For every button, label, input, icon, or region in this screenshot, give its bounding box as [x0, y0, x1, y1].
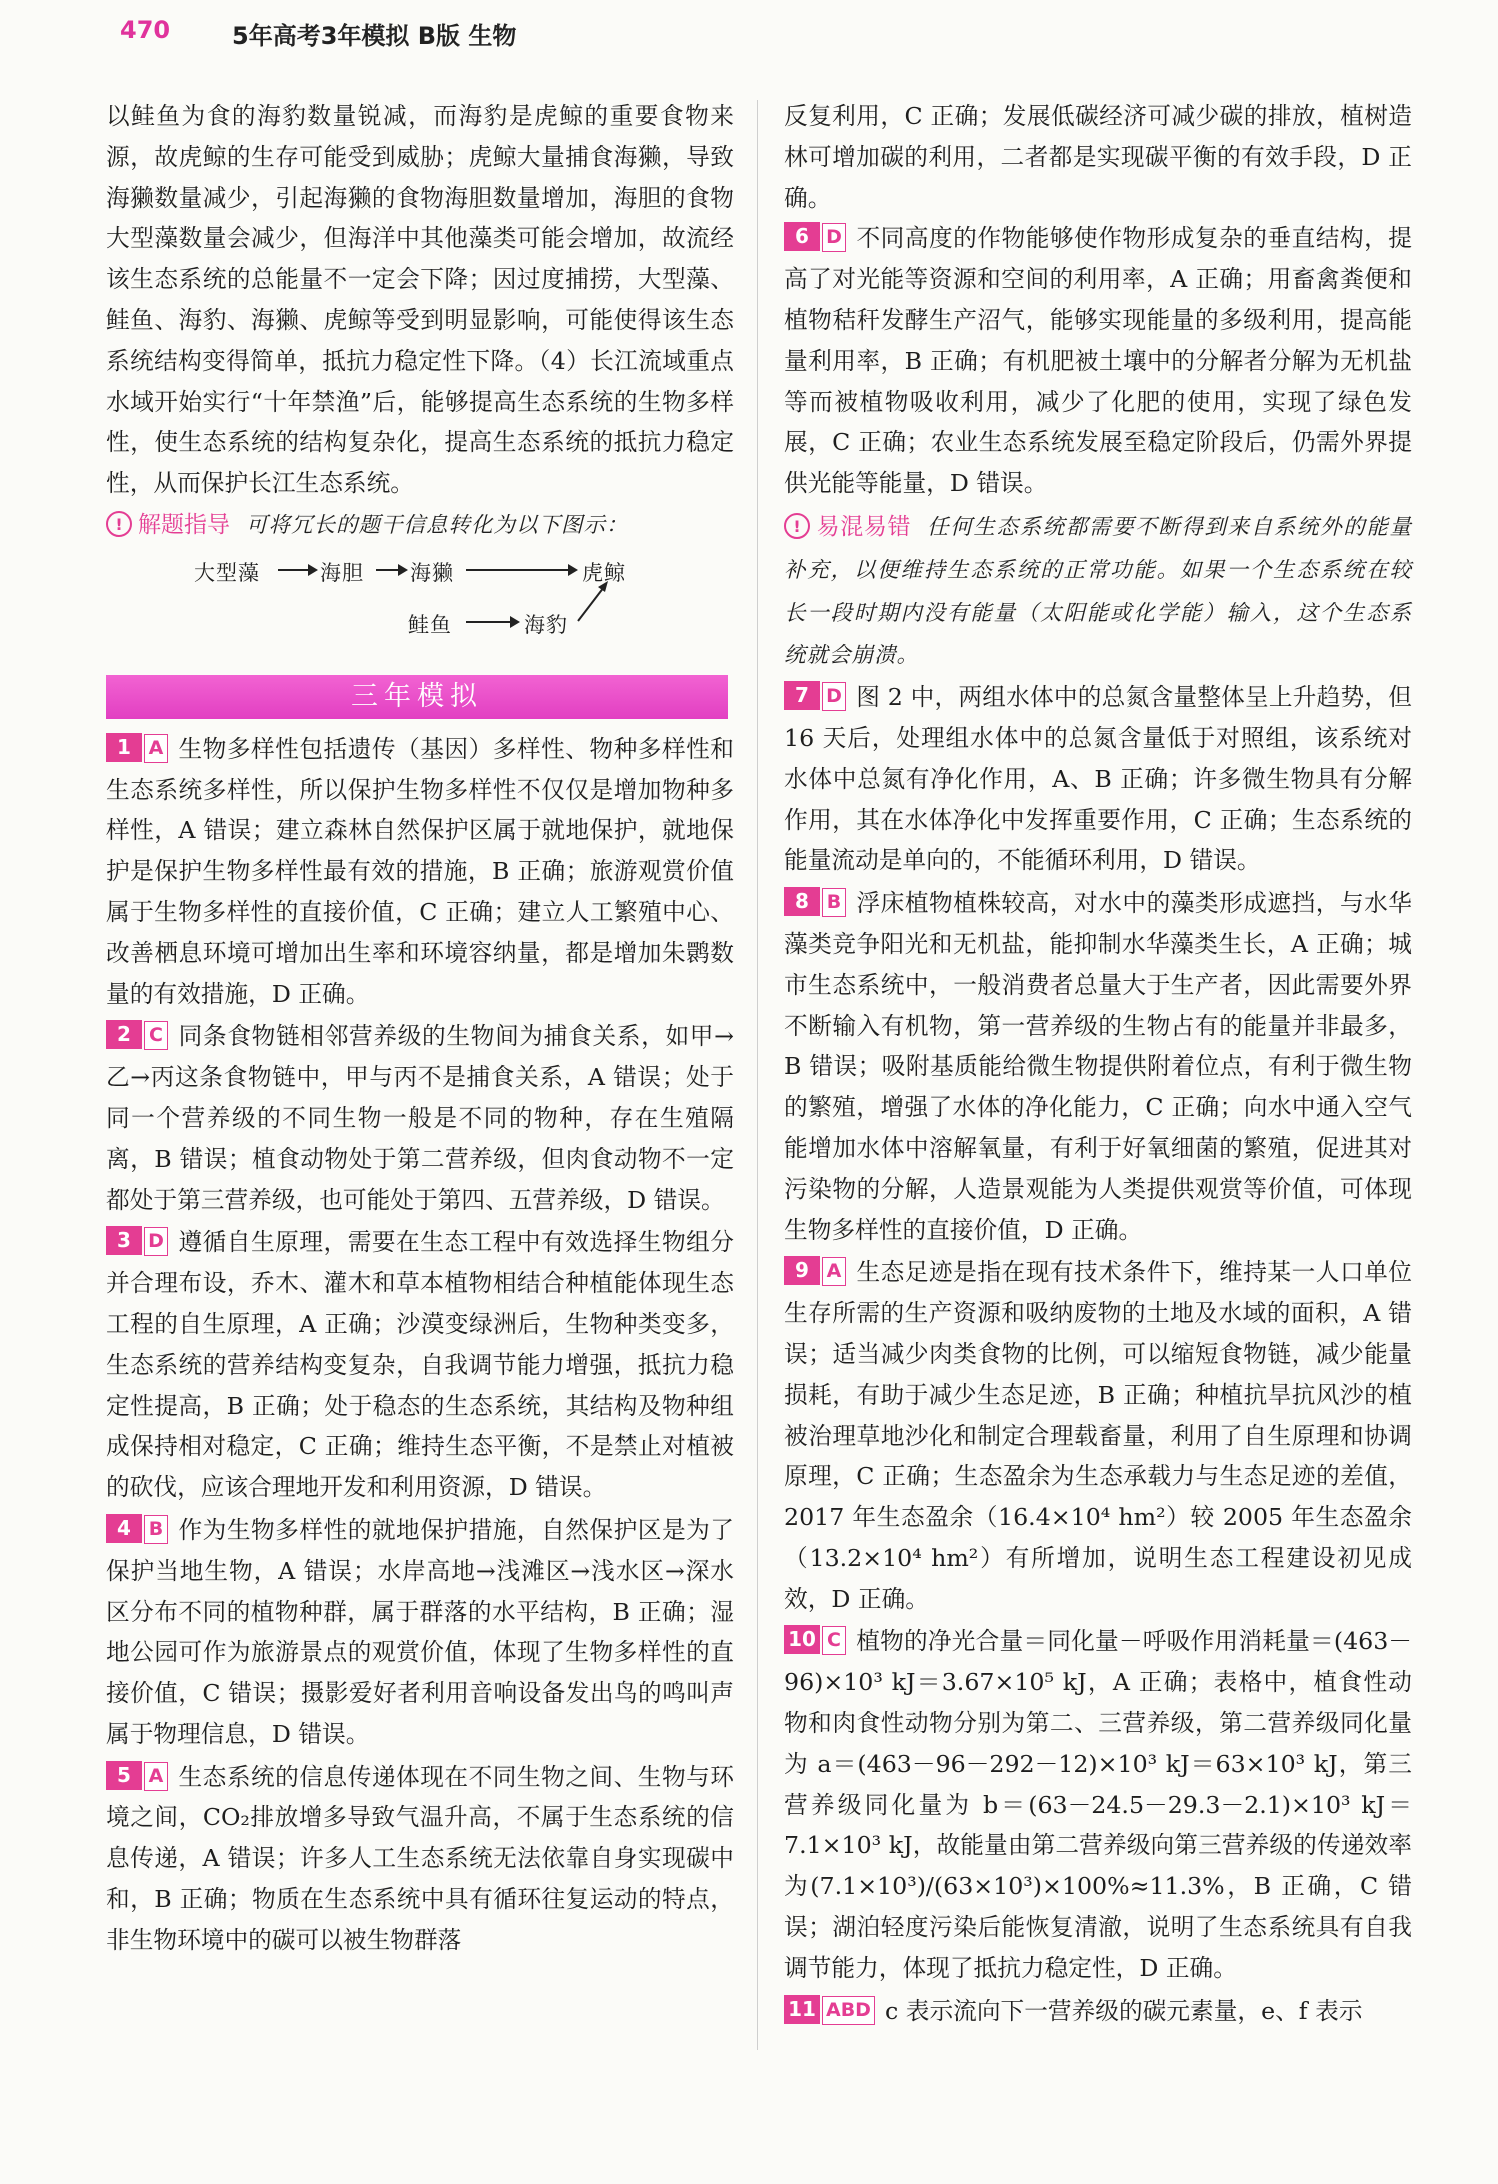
answer-explanation: 浮床植物植株较高，对水中的藻类形成遮挡，与水华藻类竞争阳光和无机盐，能抑制水华藻类生长，A 正确；城市生态系统中，一般消费者总量大于生产者，因此需要外界不断输入有机物，第一营养级的生物占有的能量并非最多，B 错误；吸附基质能给微生物提供附着位点，有利于微生物的繁殖，增强了水体的净化能力，C 正确；向水中通入空气能增加水体中溶解氧量，有利于好氧细菌的繁殖，促进其对污染物的分解，人造景观能为人类提供观赏等价值，可体现生物多样性的直接价值，D 正确。	[784, 889, 1412, 1244]
question-number: 10	[784, 1625, 820, 1654]
node-seal: 海豹	[524, 612, 568, 637]
answer-letter: D	[144, 1227, 168, 1256]
answer-item	[106, 729, 734, 1015]
tip-solution-guide	[106, 504, 734, 547]
answer-explanation: 植物的净光合量＝同化量－呼吸作用消耗量＝(463－96)×10³ kJ＝3.67×10⁵ kJ，A 正确；表格中，植食性动物和肉食性动物分别为第二、三营养级，第二营养级同化量为 a＝(463－96－292－12)×10³ kJ＝63×10³ kJ，第三营养级同化量为 b＝(63－24.5－29.3－2.1)×10³ kJ＝7.1×10³ kJ，故能量由第二营养级向第三营养级的传递效率为(7.1×10³)/(63×10³)×100%≈11.3%，B 正确，C 错误；湖泊轻度污染后能恢复清澈，说明了生态系统具有自我调节能力，体现了抵抗力稳定性，D 正确。	[784, 1627, 1412, 1982]
answer-item	[106, 1016, 734, 1220]
answer-item	[784, 1621, 1412, 1988]
answer-explanation: 遵循自生原理，需要在生态工程中有效选择生物组分并合理布设，乔木、灌木和草本植物相结合种植能体现生态工程的自生原理，A 正确；沙漠变绿洲后，生物种类变多，生态系统的营养结构变复杂，自我调节能力增强，抵抗力稳定性提高，B 正确；处于稳态的生态系统，其结构及物种组成保持相对稳定，C 正确；维持生态平衡，不是禁止对植被的砍伐，应该合理地开发和利用资源，D 错误。	[106, 1228, 734, 1502]
answer-explanation: 生态系统的信息传递体现在不同生物之间、生物与环境之间，CO₂排放增多导致气温升高，不属于生态系统的信息传递，A 错误；许多人工生态系统无法依靠自身实现碳中和，B 正确；物质在生态系统中具有循环往复运动的特点，非生物环境中的碳可以被生物群落	[106, 1762, 734, 1954]
arrow-urchin-otter	[376, 569, 406, 571]
book-title: 5年高考3年模拟 B版 生物	[232, 22, 517, 50]
tip-text: 任何生态系统都需要不断得到来自系统外的能量补充，以便维持生态系统的正常功能。如果一个生态系统在较长一段时期内没有能量（太阳能或化学能）输入，这个生态系统就会崩溃。	[784, 514, 1412, 669]
answer-explanation: 图 2 中，两组水体中的总氮含量整体呈上升趋势，但 16 天后，处理组水体中的总氮含量低于对照组，该系统对水体中总氮有净化作用，A、B 正确；许多微生物具有分解作用，其在水体净化中发挥重要作用，C 正确；生态系统的能量流动是单向的，不能循环利用，D 错误。	[784, 683, 1412, 875]
exclamation-icon: !	[784, 513, 810, 539]
answer-item	[106, 1757, 734, 1961]
tip-label: 解题指导	[138, 511, 230, 538]
answer-letter: A	[144, 734, 168, 763]
tip-text: 可将冗长的题干信息转化为以下图示：	[246, 512, 629, 538]
exclamation-icon: !	[106, 511, 132, 537]
answer-item	[106, 1510, 734, 1755]
tip-label: 易混易错	[816, 513, 912, 540]
node-sea-otter: 海獭	[410, 560, 454, 585]
question-number: 8	[784, 887, 820, 916]
question-number: 5	[106, 1761, 142, 1790]
answer-explanation: 不同高度的作物能够使作物形成复杂的垂直结构，提高了对光能等资源和空间的利用率，A 正确；用畜禽粪便和植物秸秆发酵生产沼气，能够实现能量的多级利用，提高能量利用率，B 正确；有机肥被土壤中的分解者分解为无机盐等而被植物吸收利用，减少了化肥的使用，实现了绿色发展，C 正确；农业生态系统发展至稳定阶段后，仍需外界提供光能等能量，D 错误。	[784, 224, 1412, 498]
question-number: 3	[106, 1226, 142, 1255]
answer-explanation: c 表示流向下一营养级的碳元素量，e、f 表示	[884, 1996, 1363, 2025]
continued-paragraph: 反复利用，C 正确；发展低碳经济可减少碳的排放，植树造林可增加碳的利用，二者都是实现碳平衡的有效手段，D 正确。	[784, 102, 1412, 212]
arrow-otter-orca	[466, 569, 576, 571]
question-number: 11	[784, 1995, 820, 2024]
continued-paragraph: 以鲑鱼为食的海豹数量锐减，而海豹是虎鲸的重要食物来源，故虎鲸的生存可能受到威胁；虎鲸大量捕食海獭，导致海獭数量减少，引起海獭的食物海胆数量增加，海胆的食物大型藻数量会减少，但海洋中其他藻类可能会增加，故流经该生态系统的总能量不一定会下降；因过度捕捞，大型藻、鲑鱼、海豹、海獭、虎鲸等受到明显影响，可能使得该生态系统结构变得简单，抵抗力稳定性下降。（4）长江流域重点水域开始实行“十年禁渔”后，能够提高生态系统的生物多样性，使生态系统的结构复杂化，提高生态系统的抵抗力稳定性，从而保护长江生态系统。	[106, 102, 734, 498]
answer-item	[106, 1222, 734, 1508]
answer-item	[784, 1991, 1412, 2032]
question-number: 4	[106, 1514, 142, 1543]
left-column	[106, 96, 734, 1963]
answer-letter: D	[822, 223, 846, 252]
answer-letter: A	[144, 1762, 168, 1791]
answer-explanation: 生态足迹是指在现有技术条件下，维持某一人口单位生存所需的生产资源和吸纳废物的土地及水域的面积，A 错误；适当减少肉类食物的比例，可以缩短食物链，减少能量损耗，有助于减少生态足迹，B 正确；种植抗旱抗风沙的植被治理草地沙化和制定合理载畜量，利用了自生原理和协调原理，C 正确；生态盈余为生态承载力与生态足迹的差值，2017 年生态盈余（16.4×10⁴ hm²）较 2005 年生态盈余（13.2×10⁴ hm²）有所增加，说明生态工程建设初见成效，D 正确。	[784, 1258, 1412, 1613]
page-number: 470	[120, 16, 171, 44]
left-answer-list	[106, 729, 734, 1961]
node-orca: 虎鲸	[582, 560, 626, 585]
question-number: 2	[106, 1020, 142, 1049]
node-large-algae: 大型藻	[194, 560, 260, 585]
arrow-algae-urchin	[278, 569, 316, 571]
answer-letter: ABD	[822, 1996, 875, 2025]
right-column	[784, 96, 1412, 2033]
arrow-salmon-seal	[466, 621, 518, 623]
food-web-diagram	[106, 547, 734, 643]
arrow-seal-orca	[574, 577, 614, 627]
node-sea-urchin: 海胆	[320, 560, 364, 585]
answer-explanation: 同条食物链相邻营养级的生物间为捕食关系，如甲→乙→丙这条食物链中，甲与丙不是捕食关系，A 错误；处于同一个营养级的不同生物一般是不同的物种，存在生殖隔离，B 错误；植食动物处于第二营养级，但肉食动物不一定都处于第三营养级，也可能处于第四、五营养级，D 错误。	[106, 1022, 734, 1214]
answer-item	[784, 883, 1412, 1250]
answer-letter: C	[144, 1021, 168, 1050]
column-divider	[757, 100, 758, 2050]
answer-letter: C	[822, 1626, 846, 1655]
answer-letter: A	[822, 1257, 846, 1286]
answer-item	[784, 677, 1412, 881]
question-number: 1	[106, 733, 142, 762]
answer-item	[784, 218, 1412, 504]
answer-explanation: 生物多样性包括遗传（基因）多样性、物种多样性和生态系统多样性，所以保护生物多样性不仅仅是增加物种多样性，A 错误；建立森林自然保护区属于就地保护，就地保护是保护生物多样性最有效的措施，B 正确；旅游观赏价值属于生物多样性的直接价值，C 正确；建立人工繁殖中心、改善栖息环境可增加出生率和环境容纳量，都是增加朱鹮数量的有效措施，D 正确。	[106, 734, 734, 1008]
node-salmon: 鲑鱼	[408, 612, 452, 637]
answer-explanation: 作为生物多样性的就地保护措施，自然保护区是为了保护当地生物，A 错误；水岸高地→浅滩区→浅水区→深水区分布不同的植物种群，属于群落的水平结构，B 正确；湿地公园可作为旅游景点的观赏价值，体现了生物多样性的直接价值，C 错误；摄影爱好者利用音响设备发出鸟的鸣叫声属于物理信息，D 错误。	[106, 1515, 734, 1748]
answer-letter: B	[144, 1515, 168, 1544]
section-title-bar: 三年模拟	[106, 675, 728, 719]
question-number: 7	[784, 681, 820, 710]
page-header	[120, 16, 1420, 56]
tip-common-mistakes	[784, 506, 1412, 677]
answer-letter: B	[822, 888, 846, 917]
right-answer-list	[784, 677, 1412, 2031]
question-number: 9	[784, 1256, 820, 1285]
question-number: 6	[784, 222, 820, 251]
answer-item	[784, 1252, 1412, 1619]
answer-letter: D	[822, 682, 846, 711]
